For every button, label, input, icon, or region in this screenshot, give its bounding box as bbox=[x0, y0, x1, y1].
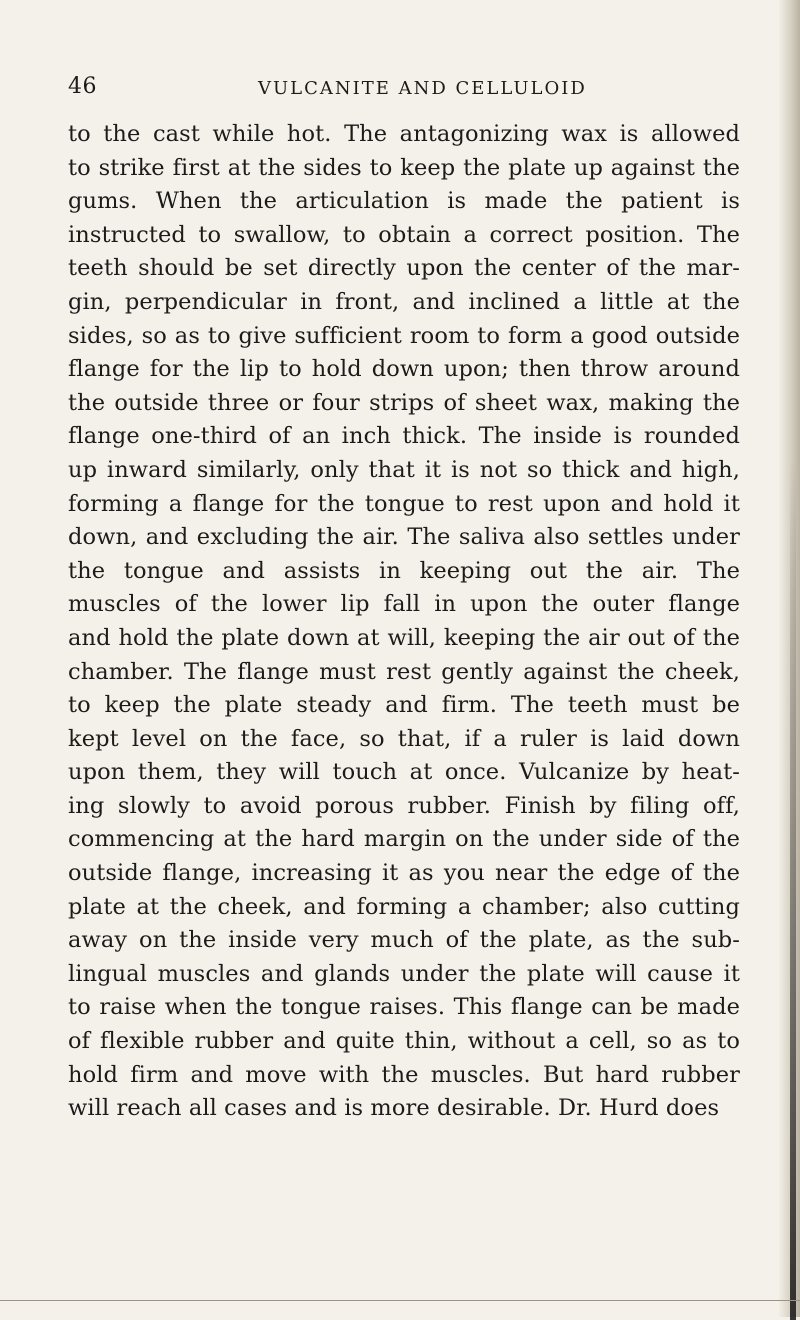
text-line: teeth should be set directly upon the center of the mar- bbox=[68, 255, 740, 282]
text-line: commencing at the hard margin on the under side of the bbox=[68, 826, 740, 853]
text-line: away on the inside very much of the plate, as the sub- bbox=[68, 927, 740, 954]
text-line: muscles of the lower lip fall in upon the outer flange bbox=[68, 591, 740, 618]
text-line: sides, so as to give sufficient room to form a good outside bbox=[68, 322, 740, 349]
page-edge-shadow bbox=[778, 0, 800, 1317]
text-line: up inward similarly, only that it is not so thick and high, bbox=[68, 456, 740, 483]
text-line: to raise when the tongue raises. This flange can be made bbox=[68, 994, 740, 1021]
running-title: VULCANITE AND CELLULOID bbox=[258, 78, 587, 99]
text-line: flange for the lip to hold down upon; then throw around bbox=[68, 356, 740, 383]
text-line: of flexible rubber and quite thin, without a cell, so as to bbox=[68, 1028, 740, 1055]
text-line: flange one-third of an inch thick. The inside is rounded bbox=[68, 423, 740, 450]
text-line: chamber. The flange must rest gently against the cheek, bbox=[68, 658, 740, 685]
text-line: and hold the plate down at will, keeping the air out of the bbox=[68, 624, 740, 651]
text-line: to the cast while hot. The antagonizing wax is allowed bbox=[68, 121, 740, 147]
text-line: forming a flange for the tongue to rest upon and hold it bbox=[68, 490, 740, 517]
page-header bbox=[68, 74, 748, 104]
text-line: lingual muscles and glands under the plate will cause it bbox=[68, 960, 740, 987]
text-line: to keep the plate steady and firm. The teeth must be bbox=[68, 692, 740, 719]
text-line: gin, perpendicular in front, and inclined a little at the bbox=[68, 288, 740, 315]
body-paragraph bbox=[68, 118, 740, 1126]
text-line: kept level on the face, so that, if a ruler is laid down bbox=[68, 725, 740, 752]
text-line: down, and excluding the air. The saliva also settles under bbox=[68, 524, 740, 551]
page-number: 46 bbox=[68, 74, 97, 99]
page-bottom-edge bbox=[0, 1300, 800, 1301]
text-line: outside flange, increasing it as you near the edge of the bbox=[68, 860, 740, 887]
page-edge-binding bbox=[790, 460, 796, 1320]
text-line: to strike first at the sides to keep the plate up against the bbox=[68, 154, 740, 181]
text-line: will reach all cases and is more desirable. Dr. Hurd does bbox=[68, 1095, 720, 1122]
text-line: upon them, they will touch at once. Vulcanize by heat- bbox=[68, 759, 740, 786]
text-line: the outside three or four strips of sheet wax, making the bbox=[68, 389, 740, 416]
text-line: plate at the cheek, and forming a chamber; also cutting bbox=[68, 893, 740, 920]
text-line: instructed to swallow, to obtain a correct position. The bbox=[68, 221, 740, 248]
text-line: hold firm and move with the muscles. But hard rubber bbox=[68, 1061, 740, 1088]
text-line: ing slowly to avoid porous rubber. Finish by filing off, bbox=[68, 792, 740, 819]
text-line: the tongue and assists in keeping out the air. The bbox=[68, 557, 740, 584]
text-line: gums. When the articulation is made the patient is bbox=[68, 188, 740, 215]
